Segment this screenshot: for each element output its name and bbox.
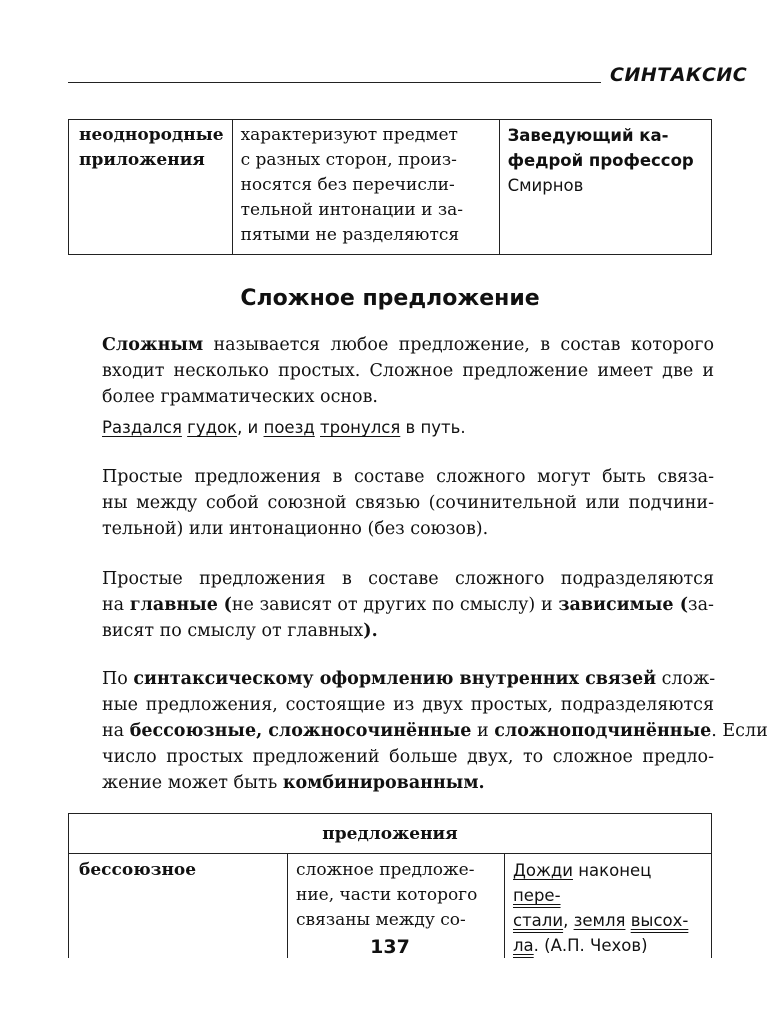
text-span: , и: [237, 418, 259, 437]
text-span: . (А.П. Чехов): [533, 936, 648, 955]
example-line: [513, 858, 703, 908]
predicate-word: ла: [513, 936, 534, 955]
paragraph-classification: [102, 666, 768, 796]
subject-word: Раздался: [102, 418, 182, 437]
example-line: Смирнов: [507, 176, 584, 195]
table-header-row: [69, 814, 712, 854]
example-line: [513, 908, 703, 933]
text-line: Простые предложения в составе сложного могут быть связа-: [102, 467, 714, 487]
predicate-word: пере-: [513, 886, 561, 905]
term-line: неоднородные: [79, 125, 224, 145]
running-header: СИНТАКСИС: [610, 64, 748, 86]
description-line: пятыми не разделяются: [240, 225, 460, 245]
bold-term: синтаксическому оформлению внутренних связей: [133, 669, 657, 689]
text-line: [102, 332, 714, 358]
description-line: с разных сторон, произ-: [240, 150, 457, 170]
bold-term: ).: [363, 621, 378, 641]
text-span: По: [102, 669, 128, 689]
description-line: характеризуют предмет: [240, 125, 458, 145]
text-span: называется любое предложение, в состав которого: [213, 335, 714, 355]
term-cell: бессоюзное: [69, 854, 288, 959]
text-line: входит несколько простых. Сложное предложение имеет две и: [102, 361, 714, 381]
paragraph-main-dependent: [102, 566, 714, 644]
text-line: ны между собой союзной связью (сочинительной или подчини-: [102, 493, 714, 513]
example-line: Заведующий ка-: [507, 126, 669, 145]
text-span: в путь.: [405, 418, 466, 437]
bold-term: сложноподчинённые: [494, 721, 712, 741]
section-title: Сложное предложение: [240, 286, 540, 311]
table-row: [69, 120, 712, 255]
text-span: жение может быть: [102, 773, 278, 793]
text-line: тельной) или интонационно (без союзов).: [102, 519, 489, 539]
bold-term: зависимые (: [558, 595, 689, 615]
description-line: ние, части которого: [296, 885, 478, 905]
subject-word: гудок: [187, 418, 238, 437]
header-rule: [68, 82, 601, 83]
predicate-word: тронулся: [320, 418, 401, 437]
description-cell: [232, 120, 499, 255]
text-span: висят по смыслу от главных: [102, 621, 364, 641]
example-sentence: [102, 418, 466, 437]
text-span: ,: [563, 911, 569, 930]
text-line: [102, 718, 768, 744]
text-line: число простых предложений больше двух, то сложное предло-: [102, 747, 714, 767]
paragraph-definition: [102, 332, 714, 410]
bold-term: (: [223, 595, 232, 615]
text-span: наконец: [578, 861, 652, 880]
subject-word: поезд: [263, 418, 315, 437]
example-cell: [499, 120, 711, 255]
text-span: за-: [688, 595, 714, 615]
predicate-word: стали: [513, 911, 564, 930]
subject-word: Дожди: [513, 861, 573, 880]
text-span: на: [102, 595, 125, 615]
subject-word: земля: [573, 911, 626, 930]
predicate-word: высох-: [630, 911, 689, 930]
paragraph-connection: [102, 464, 714, 542]
description-line: связаны между со-: [296, 910, 466, 930]
example-line: федрой профессор: [507, 151, 694, 170]
description-line: носятся без перечисли-: [240, 175, 455, 195]
text-span: . Если: [711, 721, 768, 741]
text-span: слож-: [661, 669, 716, 689]
text-span: не зависят от других по смыслу) и: [231, 595, 553, 615]
text-line: ные предложения, состоящие из двух простых, подразделяются: [102, 695, 714, 715]
term-cell: [69, 120, 233, 255]
text-line: более грамматических основ.: [102, 387, 378, 407]
text-line: [102, 666, 714, 692]
description-line: сложное предложе-: [296, 860, 475, 880]
bold-term: главные: [129, 595, 218, 615]
top-table: [68, 119, 712, 255]
text-span: на: [102, 721, 125, 741]
bold-term: комбинированным.: [282, 773, 485, 793]
text-line: [102, 592, 714, 618]
bold-term: бессоюзные, сложносочинённые: [129, 721, 472, 741]
page-number: 137: [370, 936, 410, 958]
term-line: приложения: [79, 150, 205, 170]
table-header: предложения: [69, 814, 712, 854]
text-span: и: [477, 721, 489, 741]
description-line: тельной интонации и за-: [240, 200, 464, 220]
text-line: [102, 618, 714, 644]
text-line: [102, 770, 714, 796]
bold-term: Сложным: [102, 335, 204, 355]
text-line: Простые предложения в составе сложного подразделяются: [102, 569, 714, 589]
